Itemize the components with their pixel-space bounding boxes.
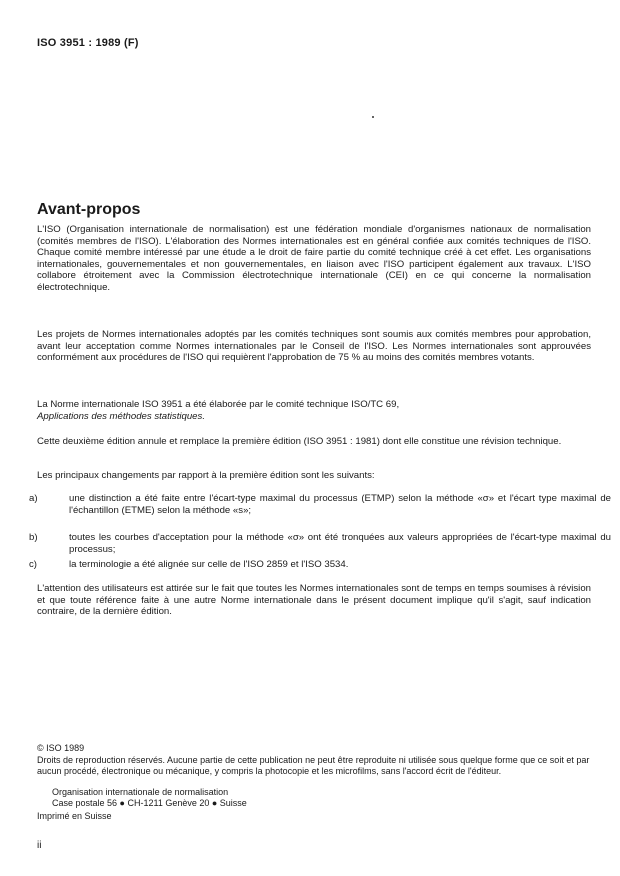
list-text: toutes les courbes d'acceptation pour la méthode «σ» ont été tronquées aux valeurs appropriées de l'écart-type maximal du processus; bbox=[69, 532, 611, 555]
list-text: la terminologie a été alignée sur celle de l'ISO 2859 et l'ISO 3534. bbox=[69, 559, 349, 570]
committee-title: Applications des méthodes statistiques. bbox=[37, 410, 205, 422]
paragraph-approval: Les projets de Normes internationales adoptés par les comités techniques sont soumis aux comités membres pour approbation, avant leur acceptation comme Normes internationales par le Conseil de l'ISO. Les Normes internationales sont approuvées conformément aux procédures de l'ISO qui requièrent l'approbation de 75 % au moins des comités membres votants. bbox=[37, 329, 591, 364]
rights-statement: Droits de reproduction réservés. Aucune partie de cette publication ne peut être reproduite ni utilisée sous quelque forme que ce soit et par aucun procédé, électronique ou mécanique, y compris la photocopie et les microfilms, sans l'accord écrit de l'éditeur. bbox=[37, 755, 590, 776]
speck-mark bbox=[372, 116, 374, 118]
list-label: a) bbox=[29, 493, 38, 504]
paragraph-attention: L'attention des utilisateurs est attirée sur le fait que toutes les Normes internationales sont de temps en temps soumises à révision et que toute référence faite à une autre Norme internationale dans le présent document implique qu'il s'agit, sauf indication contraire, de la dernière édition. bbox=[37, 583, 591, 618]
paragraph-edition: Cette deuxième édition annule et remplace la première édition (ISO 3951 : 1981) dont elle constitue une révision technique. bbox=[37, 436, 562, 447]
committee-text: La Norme internationale ISO 3951 a été élaborée par le comité technique ISO/TC 69, bbox=[37, 399, 400, 410]
page-number: ii bbox=[37, 840, 42, 851]
document-header: ISO 3951 : 1989 (F) bbox=[37, 37, 139, 49]
list-text: une distinction a été faite entre l'écart-type maximal du processus (ETMP) selon la méthode «σ» et l'écart type maximal de l'échantillon (ETME) selon la méthode «s»; bbox=[69, 493, 611, 516]
paragraph-iso-intro: L'ISO (Organisation internationale de normalisation) est une fédération mondiale d'organismes nationaux de normalisation (comités membres de l'ISO). L'élaboration des Normes internationales est en général confiée aux comités techniques de l'ISO. Chaque comité membre intéressé par une étude a le droit de faire partie du comité technique créé à cet effet. Les organisations internationales, gouvernementales et non gouvernementales, en liaison avec l'ISO participent également aux travaux. L'ISO collabore étroitement avec la Commission électrotechnique internationale (CEI) en ce qui concerne la normalisation électrotechnique. bbox=[37, 224, 591, 293]
paragraph-committee bbox=[37, 399, 591, 422]
organization-name: Organisation internationale de normalisation bbox=[52, 787, 229, 797]
list-label: c) bbox=[29, 559, 37, 570]
list-label: b) bbox=[29, 532, 38, 543]
printed-in: Imprimé en Suisse bbox=[37, 811, 112, 821]
list-item bbox=[29, 532, 611, 555]
list-item bbox=[29, 493, 611, 516]
section-title: Avant-propos bbox=[37, 201, 141, 218]
list-item bbox=[29, 559, 611, 571]
postal-address: Case postale 56 ● CH-1211 Genève 20 ● Suisse bbox=[52, 798, 247, 808]
copyright-line: © ISO 1989 bbox=[37, 743, 85, 753]
paragraph-changes-intro: Les principaux changements par rapport à la première édition sont les suivants: bbox=[37, 470, 375, 481]
